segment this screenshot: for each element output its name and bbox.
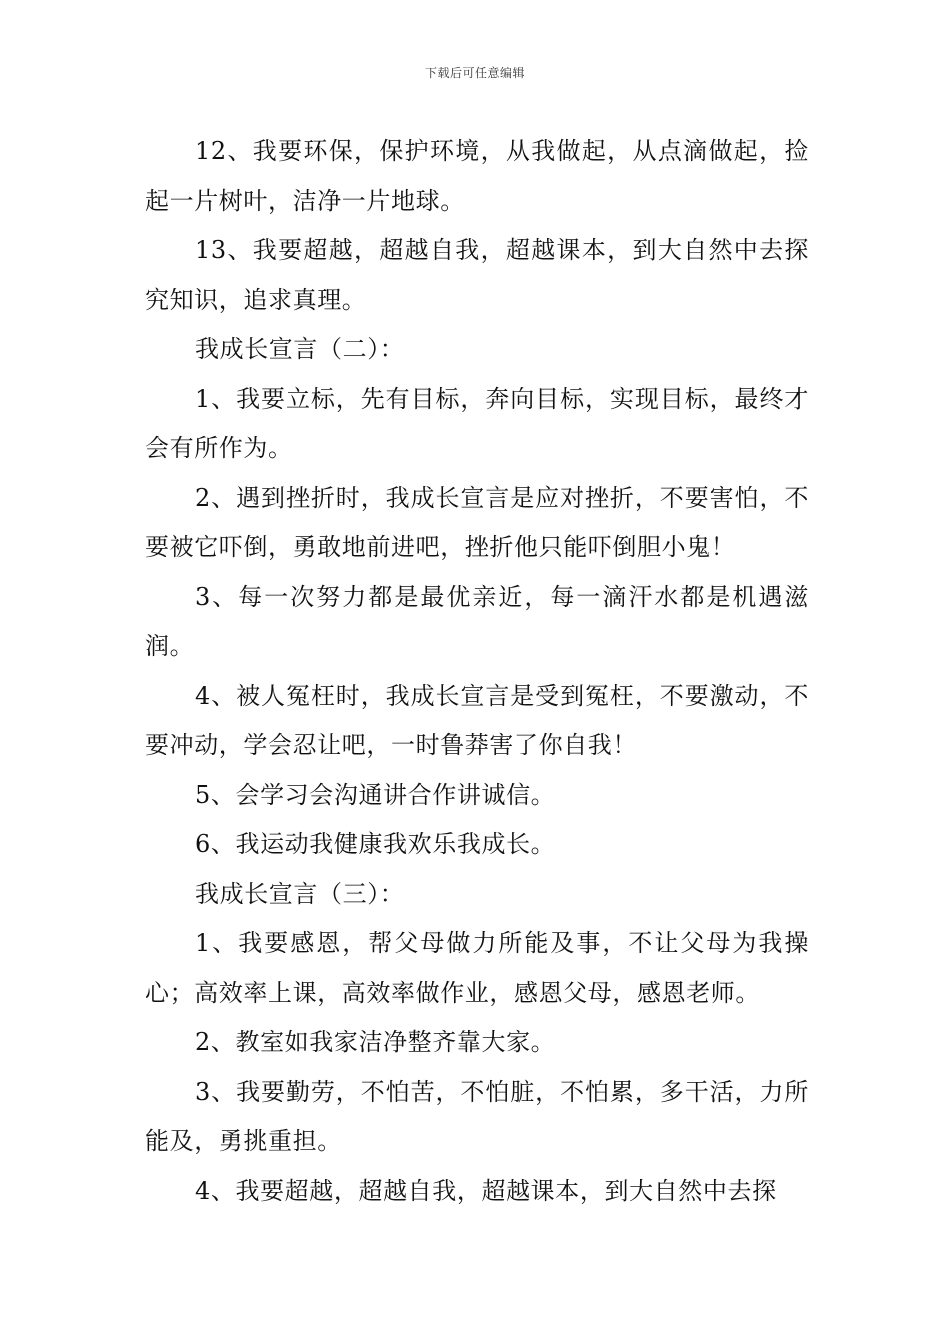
paragraph-item-2: 2、遇到挫折时，我成长宣言是应对挫折，不要害怕，不要被它吓倒，勇敢地前进吧，挫折他只能吓倒胆小鬼！	[145, 483, 809, 561]
paragraph-item-4: 4、我要超越，超越自我，超越课本，到大自然中去探	[195, 1176, 777, 1205]
document-body	[145, 127, 809, 1216]
paragraph-item-6: 6、我运动我健康我欢乐我成长。	[195, 830, 556, 858]
page-header-note: 下载后可任意编辑	[424, 66, 525, 80]
section-heading-3: 我成长宣言（三）：	[195, 879, 405, 908]
paragraph-item-13: 13、我要超越，超越自我，超越课本，到大自然中去探究知识，追求真理。	[145, 236, 809, 314]
paragraph-item-2: 2、教室如我家洁净整齐靠大家。	[195, 1028, 556, 1056]
paragraph-item-12: 12、我要环保，保护环境，从我做起，从点滴做起，捡起一片树叶，洁净一片地球。	[145, 137, 809, 215]
paragraph-item-1: 1、我要立标，先有目标，奔向目标，实现目标，最终才会有所作为。	[145, 384, 809, 462]
paragraph-item-1: 1、我要感恩，帮父母做力所能及事，不让父母为我操心；高效率上课，高效率做作业，感恩父母，感恩老师。	[145, 929, 809, 1007]
paragraph-item-3: 3、每一次努力都是最优亲近，每一滴汗水都是机遇滋润。	[145, 582, 809, 660]
paragraph-item-3: 3、我要勤劳，不怕苦，不怕脏，不怕累，多干活，力所能及，勇挑重担。	[145, 1077, 809, 1155]
paragraph-item-5: 5、会学习会沟通讲合作讲诚信。	[195, 780, 556, 809]
section-heading-2: 我成长宣言（二）：	[195, 335, 405, 363]
paragraph-item-4: 4、被人冤枉时，我成长宣言是受到冤枉，不要激动，不要冲动，学会忍让吧，一时鲁莽害了你自我！	[145, 681, 809, 759]
